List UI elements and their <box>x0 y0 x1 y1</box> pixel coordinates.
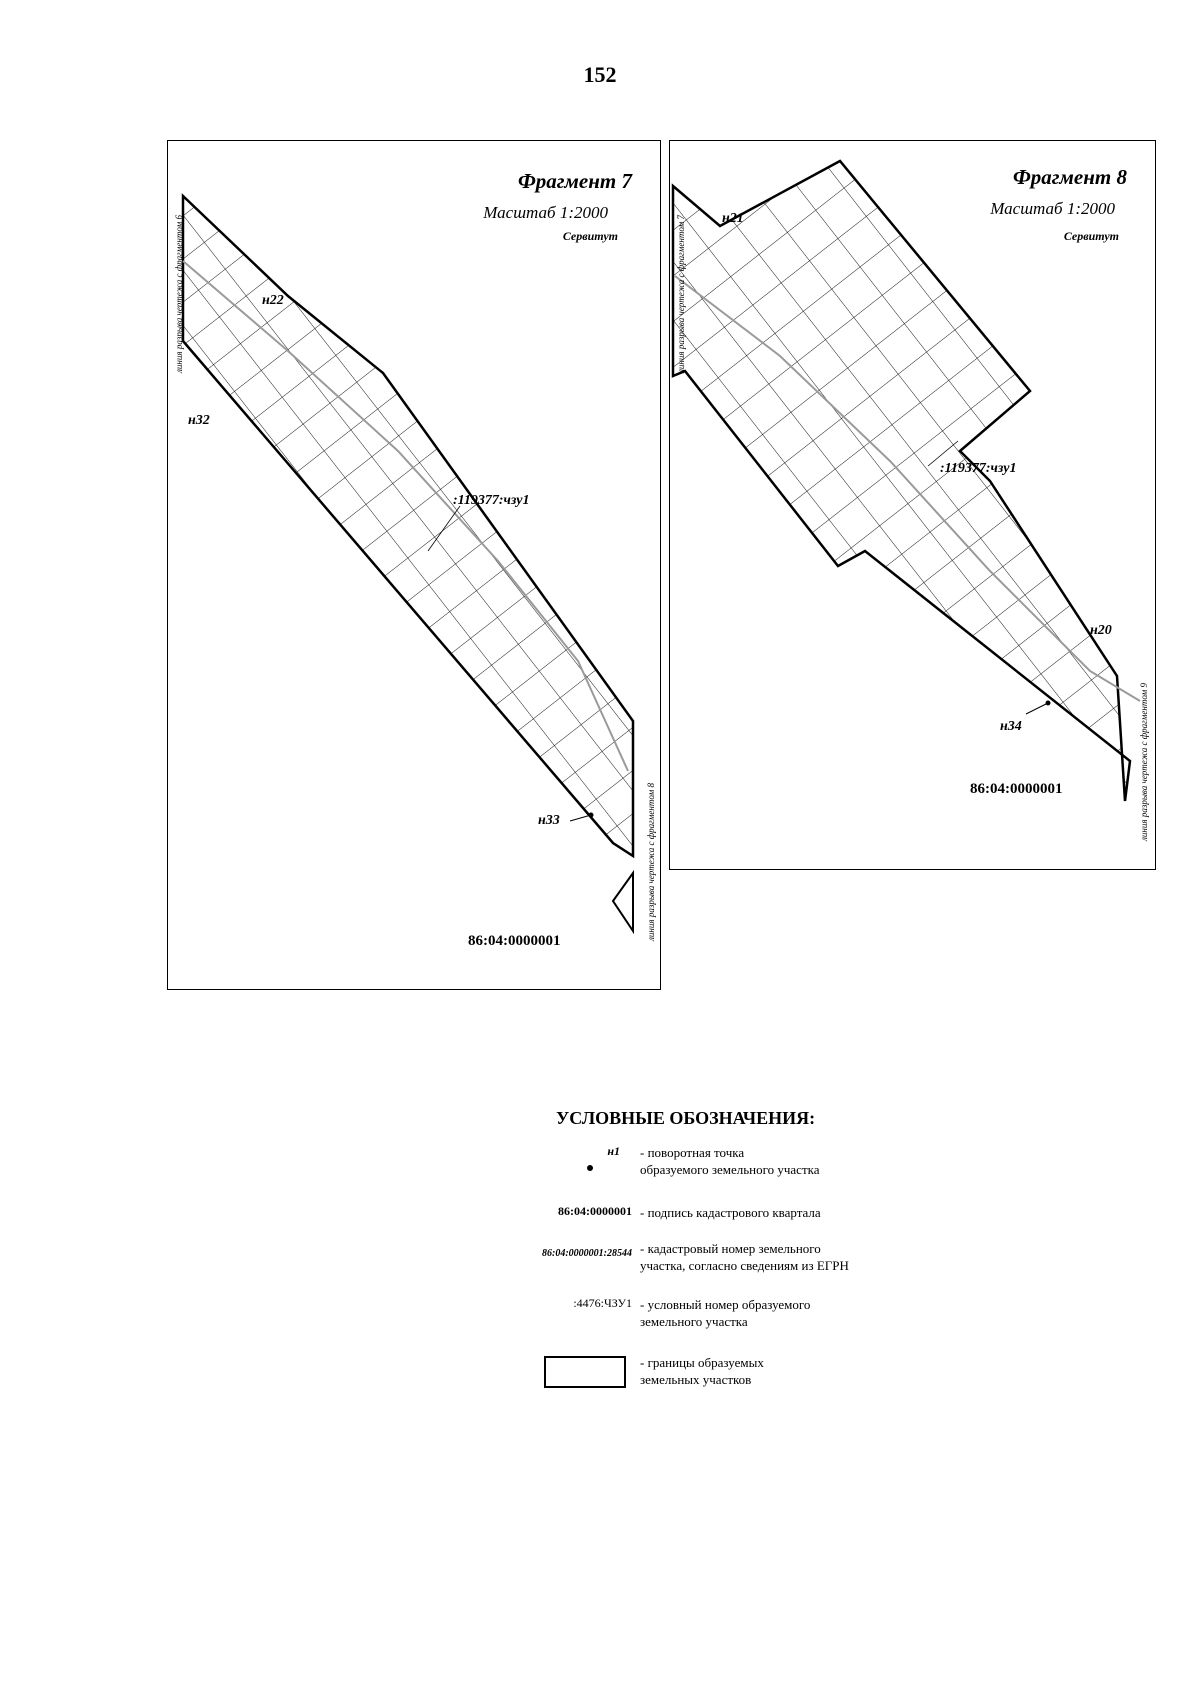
point-label-n34: н34 <box>1000 719 1022 734</box>
legend-desc-turning-point: - поворотная точка образуемого земельного участка <box>640 1145 820 1177</box>
cut-line-label-8-right: линия разрыва чертежа с фрагментом 9 <box>1139 683 1149 841</box>
legend-desc-boundaries: - границы образуемых земельных участков <box>640 1355 764 1387</box>
legend-desc-cadastral-number: - кадастровый номер земельного участка, согласно сведениям из ЕГРН <box>640 1241 849 1273</box>
point-label-n21: н21 <box>722 211 744 226</box>
legend-key-quarter: 86:04:0000001 <box>558 1204 632 1218</box>
legend-key-conditional-number: :4476:ЧЗУ1 <box>573 1296 632 1310</box>
legend-key-turning-point: н1 <box>607 1144 620 1158</box>
point-label-n22: н22 <box>262 293 284 308</box>
parcel-label-8: :119377:чзу1 <box>940 461 1017 476</box>
legend-desc-conditional-number: - условный номер образуемого земельного участка <box>640 1297 811 1329</box>
point-label-n20: н20 <box>1090 623 1112 638</box>
leader-n34 <box>1026 703 1048 714</box>
fragment-8-scale: Масштаб 1:2000 <box>990 199 1115 218</box>
cut-line-label-7-right: линия разрыва чертежа с фрагментом 8 <box>646 783 656 941</box>
cut-notch-7 <box>613 873 633 931</box>
fragment-7-scale: Масштаб 1:2000 <box>483 203 608 222</box>
turning-point-icon <box>584 1162 596 1174</box>
fragment-7-map <box>167 140 661 990</box>
parcel-8-area <box>673 161 1130 801</box>
leader-n33 <box>570 815 591 821</box>
fragment-8-title: Фрагмент 8 <box>1012 165 1127 189</box>
quarter-label-8: 86:04:0000001 <box>970 781 1063 797</box>
legend-boundary-swatch <box>544 1356 626 1388</box>
fragment-7-title: Фрагмент 7 <box>517 169 632 193</box>
page-number: 152 <box>583 62 617 87</box>
legend-title: УСЛОВНЫЕ ОБОЗНАЧЕНИЯ: <box>556 1108 816 1128</box>
legend-desc-quarter: - подпись кадастрового квартала <box>640 1205 821 1220</box>
point-label-n33: н33 <box>538 813 560 828</box>
fragment-8-type: Сервитут <box>1063 229 1119 243</box>
fragment-8-map <box>669 140 1156 870</box>
fragment-7-type: Сервитут <box>562 229 618 243</box>
parcel-label-7: :119377:чзу1 <box>453 493 530 508</box>
fragment-8-drawing <box>670 141 1155 869</box>
legend-key-cadastral-number: 86:04:0000001:28544 <box>542 1248 632 1259</box>
fragment-7-drawing <box>168 141 660 989</box>
cut-line-label-8-left: линия разрыва чертежа с фрагментом 7 <box>676 215 686 373</box>
cut-line-label-7-left: линия разрыва чертежа с фрагментом 6 <box>174 215 184 373</box>
point-label-n32: н32 <box>188 413 210 428</box>
parcel-7-area <box>183 196 633 856</box>
quarter-label-7: 86:04:0000001 <box>468 933 561 949</box>
